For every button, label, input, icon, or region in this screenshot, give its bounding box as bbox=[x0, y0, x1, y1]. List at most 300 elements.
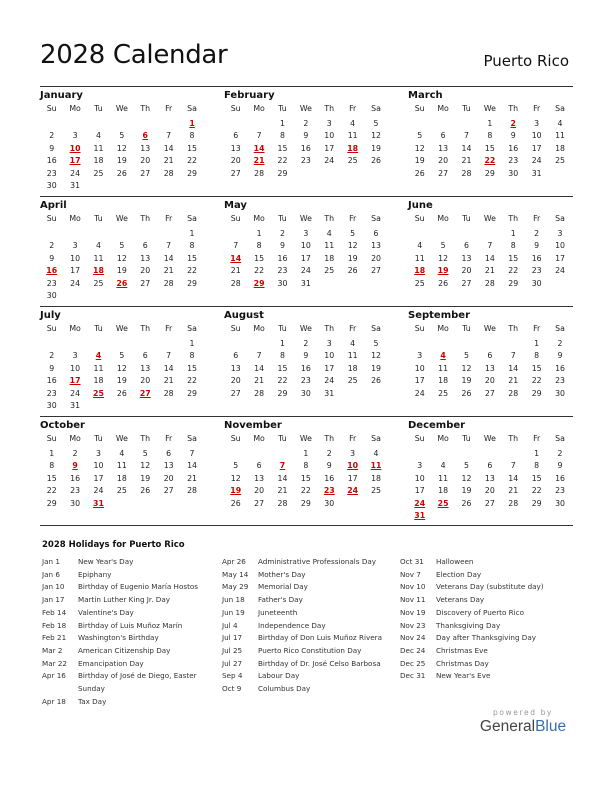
weekday-label: Sa bbox=[371, 214, 381, 223]
day-cell: 2 bbox=[49, 131, 55, 141]
holiday-name: Puerto Rico Constitution Day bbox=[258, 645, 362, 655]
month-weeks bbox=[40, 338, 204, 412]
day-cell: 7 bbox=[166, 241, 172, 251]
weekday-header bbox=[224, 213, 388, 225]
day-cell: 4 bbox=[326, 229, 332, 238]
day-cell: 21 bbox=[254, 376, 265, 386]
holiday-item bbox=[400, 581, 580, 594]
month-name: June bbox=[408, 200, 433, 211]
week-row bbox=[40, 130, 204, 142]
day-cell: 17 bbox=[414, 376, 425, 386]
day-cell: 27 bbox=[140, 168, 151, 178]
day-cell: 20 bbox=[484, 376, 495, 386]
empty-day bbox=[134, 338, 157, 350]
day-cell: 21 bbox=[163, 156, 174, 166]
holiday-date: Mar 2 bbox=[42, 645, 63, 655]
day-cell: 7 bbox=[487, 241, 493, 251]
day-cell: 4 bbox=[350, 339, 356, 348]
holiday-item bbox=[222, 620, 400, 633]
weekday-label: Mo bbox=[69, 214, 81, 223]
empty-day bbox=[478, 228, 501, 240]
holiday-name: Day after Thanksgiving Day bbox=[436, 633, 536, 643]
day-cell: 18 bbox=[116, 473, 127, 483]
day-cell: 28 bbox=[254, 388, 265, 398]
week-row bbox=[224, 228, 388, 240]
day-cell: 19 bbox=[116, 156, 127, 166]
weekday-label: Fr bbox=[533, 324, 541, 333]
day-cell: 26 bbox=[438, 278, 449, 288]
day-cell: 26 bbox=[116, 168, 127, 178]
empty-day bbox=[478, 448, 501, 460]
day-cell: 12 bbox=[414, 143, 425, 153]
day-cell: 14 bbox=[163, 363, 174, 373]
week-row bbox=[408, 240, 573, 252]
holiday-name: Mother's Day bbox=[258, 569, 306, 579]
day-cell: 31 bbox=[531, 168, 542, 178]
holiday-date: Jul 27 bbox=[222, 658, 243, 668]
holiday-item bbox=[42, 632, 222, 645]
day-cell: 4 bbox=[119, 449, 125, 458]
weekday-label: Su bbox=[414, 324, 425, 333]
day-cell: 28 bbox=[277, 498, 288, 508]
empty-day bbox=[157, 400, 180, 412]
holiday-date: Dec 25 bbox=[400, 658, 426, 668]
holiday-item bbox=[222, 569, 400, 582]
day-cell: 18 bbox=[438, 376, 449, 386]
generalblue-logo[interactable] bbox=[473, 708, 573, 736]
day-cell: 29 bbox=[484, 168, 495, 178]
holiday-date: Jul 17 bbox=[222, 633, 243, 643]
empty-day bbox=[157, 338, 180, 350]
day-cell: 5 bbox=[142, 449, 148, 458]
day-cell: 21 bbox=[461, 156, 472, 166]
day-cell: 29 bbox=[531, 498, 542, 508]
empty-day bbox=[63, 338, 86, 350]
weekday-label: Th bbox=[508, 324, 519, 333]
holiday-name: Columbus Day bbox=[258, 684, 311, 694]
empty-day bbox=[408, 338, 431, 350]
holiday-item bbox=[222, 607, 400, 620]
holiday-item bbox=[400, 556, 580, 569]
empty-day bbox=[63, 228, 86, 240]
day-cell: 1 bbox=[256, 229, 262, 238]
day-cell: 2 bbox=[279, 229, 285, 238]
day-cell: 21 bbox=[163, 376, 174, 386]
empty-day bbox=[87, 180, 110, 192]
empty-day bbox=[157, 498, 180, 510]
day-cell: 8 bbox=[279, 351, 285, 361]
week-row bbox=[40, 338, 204, 350]
weekday-label: Th bbox=[140, 104, 151, 113]
holiday-day: 31 bbox=[93, 498, 104, 508]
day-cell: 29 bbox=[187, 388, 197, 398]
holiday-day: 24 bbox=[347, 486, 359, 496]
empty-day bbox=[224, 448, 247, 460]
day-cell: 10 bbox=[300, 241, 311, 251]
day-cell: 14 bbox=[484, 253, 495, 263]
day-cell: 15 bbox=[187, 253, 197, 263]
weekday-label: Su bbox=[414, 104, 425, 113]
weekday-label: Sa bbox=[187, 214, 197, 223]
day-cell: 13 bbox=[254, 473, 265, 483]
empty-day bbox=[455, 118, 478, 130]
day-cell: 26 bbox=[230, 498, 241, 508]
holiday-item bbox=[42, 670, 222, 695]
day-cell: 3 bbox=[417, 351, 423, 361]
day-cell: 26 bbox=[461, 498, 472, 508]
day-cell: 3 bbox=[303, 229, 309, 238]
day-cell: 25 bbox=[371, 486, 381, 496]
day-cell: 24 bbox=[531, 156, 542, 166]
day-cell: 13 bbox=[230, 363, 241, 373]
holiday-column bbox=[222, 556, 400, 708]
day-cell: 10 bbox=[324, 131, 335, 141]
empty-day bbox=[548, 510, 571, 522]
holiday-date: Apr 18 bbox=[42, 696, 66, 706]
holiday-item bbox=[400, 607, 580, 620]
holiday-name: Martin Luther King Jr. Day bbox=[78, 595, 170, 605]
weekday-label: We bbox=[299, 104, 312, 113]
weekday-label: We bbox=[115, 214, 128, 223]
weekday-header bbox=[224, 433, 388, 445]
day-cell: 3 bbox=[326, 339, 332, 348]
holiday-day: 31 bbox=[414, 510, 426, 520]
month-name: March bbox=[408, 90, 443, 101]
week-row bbox=[408, 265, 573, 277]
weekday-label: Fr bbox=[349, 434, 357, 443]
weekday-label: We bbox=[299, 324, 312, 333]
holiday-item bbox=[222, 645, 400, 658]
weekday-label: Su bbox=[230, 214, 241, 223]
day-cell: 19 bbox=[116, 266, 127, 276]
day-cell: 4 bbox=[557, 119, 563, 128]
holiday-name: Juneteenth bbox=[258, 607, 298, 617]
holiday-day: 21 bbox=[253, 156, 265, 166]
day-cell: 30 bbox=[46, 180, 57, 190]
day-cell: 14 bbox=[277, 473, 288, 483]
weekday-label: Fr bbox=[349, 214, 357, 223]
day-cell: 16 bbox=[555, 473, 565, 483]
day-cell: 11 bbox=[93, 253, 104, 263]
day-cell: 8 bbox=[279, 131, 285, 141]
day-cell: 16 bbox=[531, 253, 542, 263]
day-cell: 25 bbox=[347, 376, 358, 386]
holiday-day: 18 bbox=[347, 143, 359, 153]
day-cell: 21 bbox=[163, 266, 174, 276]
month-june bbox=[408, 197, 573, 306]
day-cell: 3 bbox=[95, 449, 101, 458]
day-cell: 14 bbox=[508, 363, 519, 373]
holiday-date: Jul 4 bbox=[222, 620, 238, 630]
day-cell: 25 bbox=[347, 156, 358, 166]
day-cell: 24 bbox=[70, 388, 81, 398]
day-cell: 23 bbox=[555, 486, 565, 496]
day-cell: 10 bbox=[93, 461, 104, 471]
day-cell: 3 bbox=[350, 449, 356, 458]
day-cell: 14 bbox=[163, 253, 174, 263]
week-row bbox=[224, 240, 388, 252]
weekday-label: Fr bbox=[533, 104, 541, 113]
holiday-day: 26 bbox=[116, 278, 128, 288]
empty-day bbox=[478, 510, 501, 522]
day-cell: 20 bbox=[230, 376, 241, 386]
empty-day bbox=[40, 228, 63, 240]
day-cell: 12 bbox=[371, 351, 381, 361]
holiday-name: Thanksgiving Day bbox=[436, 620, 501, 630]
day-cell: 7 bbox=[510, 351, 516, 361]
weekday-label: Su bbox=[230, 434, 241, 443]
holiday-date: Nov 19 bbox=[400, 607, 426, 617]
week-row bbox=[408, 510, 573, 522]
weekday-label: Sa bbox=[371, 434, 381, 443]
week-row bbox=[40, 460, 204, 472]
day-cell: 7 bbox=[256, 131, 262, 141]
holiday-name: Emancipation Day bbox=[78, 658, 144, 668]
holiday-date: Jan 6 bbox=[42, 569, 60, 579]
weekday-label: Fr bbox=[165, 434, 173, 443]
day-cell: 8 bbox=[534, 351, 540, 361]
empty-day bbox=[318, 168, 341, 180]
empty-day bbox=[364, 388, 387, 400]
month-march bbox=[408, 87, 573, 196]
month-weeks bbox=[40, 228, 204, 302]
day-cell: 29 bbox=[531, 388, 542, 398]
month-may bbox=[224, 197, 388, 306]
weekday-label: Mo bbox=[253, 214, 265, 223]
day-cell: 24 bbox=[324, 376, 335, 386]
empty-day bbox=[134, 228, 157, 240]
weekday-label: Tu bbox=[278, 214, 287, 223]
day-cell: 2 bbox=[326, 449, 332, 458]
day-cell: 27 bbox=[254, 498, 265, 508]
holiday-date: Oct 31 bbox=[400, 557, 424, 566]
day-cell: 23 bbox=[46, 278, 57, 288]
weekday-label: Tu bbox=[462, 324, 471, 333]
day-cell: 14 bbox=[508, 473, 519, 483]
week-row bbox=[408, 228, 573, 240]
day-cell: 29 bbox=[277, 168, 288, 178]
week-row bbox=[224, 498, 388, 510]
weekday-label: Fr bbox=[165, 104, 173, 113]
week-row bbox=[224, 375, 388, 387]
holiday-date: Mar 22 bbox=[42, 658, 67, 668]
weekday-label: We bbox=[483, 324, 496, 333]
week-row bbox=[40, 473, 204, 485]
weekday-label: Tu bbox=[94, 104, 103, 113]
day-cell: 8 bbox=[189, 241, 195, 251]
weekday-label: Sa bbox=[371, 104, 381, 113]
day-cell: 16 bbox=[277, 253, 288, 263]
holiday-date: Apr 26 bbox=[222, 557, 246, 566]
month-name: April bbox=[40, 200, 67, 211]
holiday-day: 2 bbox=[510, 119, 516, 128]
month-name: August bbox=[224, 310, 264, 321]
weekday-label: Mo bbox=[437, 214, 449, 223]
weekday-label: Th bbox=[324, 104, 335, 113]
holiday-date: Feb 18 bbox=[42, 620, 67, 630]
weekday-label: Tu bbox=[94, 214, 103, 223]
day-cell: 31 bbox=[300, 278, 311, 288]
weekday-label: Su bbox=[46, 214, 57, 223]
weekday-label: Tu bbox=[462, 434, 471, 443]
weekday-header bbox=[408, 103, 573, 115]
day-cell: 20 bbox=[461, 266, 472, 276]
day-cell: 30 bbox=[277, 278, 288, 288]
weekday-label: Su bbox=[46, 104, 57, 113]
day-cell: 16 bbox=[300, 143, 311, 153]
holiday-day: 25 bbox=[437, 498, 449, 508]
day-cell: 2 bbox=[534, 229, 540, 238]
holiday-date: Jun 19 bbox=[222, 607, 245, 617]
day-cell: 18 bbox=[93, 376, 104, 386]
month-name: December bbox=[408, 420, 466, 431]
day-cell: 8 bbox=[510, 241, 516, 251]
day-cell: 14 bbox=[461, 143, 472, 153]
empty-day bbox=[431, 228, 454, 240]
holiday-item bbox=[222, 581, 400, 594]
weekday-label: Th bbox=[324, 434, 335, 443]
day-cell: 28 bbox=[230, 278, 241, 288]
day-cell: 28 bbox=[187, 486, 197, 496]
day-cell: 16 bbox=[324, 473, 335, 483]
day-cell: 1 bbox=[189, 229, 195, 238]
day-cell: 30 bbox=[46, 290, 57, 300]
day-cell: 13 bbox=[140, 253, 151, 263]
empty-day bbox=[364, 498, 387, 510]
day-cell: 30 bbox=[300, 388, 311, 398]
empty-day bbox=[431, 448, 454, 460]
month-october bbox=[40, 417, 204, 525]
holiday-name: Labour Day bbox=[258, 671, 300, 681]
holiday-date: Apr 16 bbox=[42, 671, 66, 681]
week-row bbox=[408, 338, 573, 350]
month-name: January bbox=[40, 90, 83, 101]
day-cell: 11 bbox=[93, 363, 104, 373]
day-cell: 8 bbox=[189, 131, 195, 141]
holiday-date: Dec 24 bbox=[400, 645, 426, 655]
day-cell: 18 bbox=[371, 473, 381, 483]
holiday-date: Nov 11 bbox=[400, 595, 426, 605]
day-cell: 18 bbox=[347, 363, 358, 373]
empty-day bbox=[224, 338, 247, 350]
day-cell: 16 bbox=[70, 473, 81, 483]
day-cell: 26 bbox=[371, 376, 381, 386]
weekday-label: Sa bbox=[187, 434, 197, 443]
holiday-item bbox=[400, 670, 580, 683]
weekday-label: Fr bbox=[165, 214, 173, 223]
day-cell: 6 bbox=[233, 351, 239, 361]
brand-blue: Blue bbox=[535, 718, 567, 735]
empty-day bbox=[134, 400, 157, 412]
holiday-day: 14 bbox=[230, 253, 242, 263]
day-cell: 1 bbox=[534, 449, 540, 458]
holiday-name: Tax Day bbox=[78, 696, 107, 706]
month-row bbox=[40, 196, 573, 306]
month-weeks bbox=[224, 118, 388, 180]
day-cell: 7 bbox=[256, 351, 262, 361]
day-cell: 1 bbox=[279, 339, 285, 348]
empty-day bbox=[180, 498, 203, 510]
month-november bbox=[224, 417, 388, 525]
week-row bbox=[224, 278, 388, 290]
day-cell: 24 bbox=[300, 266, 311, 276]
day-cell: 9 bbox=[326, 461, 332, 471]
empty-day bbox=[271, 448, 294, 460]
day-cell: 23 bbox=[70, 486, 81, 496]
day-cell: 19 bbox=[371, 363, 381, 373]
empty-day bbox=[455, 338, 478, 350]
day-cell: 10 bbox=[70, 253, 81, 263]
week-row bbox=[40, 155, 204, 167]
week-row bbox=[408, 118, 573, 130]
weekday-label: Tu bbox=[462, 104, 471, 113]
weekday-label: Th bbox=[508, 434, 519, 443]
holiday-day: 1 bbox=[189, 119, 195, 128]
day-cell: 19 bbox=[140, 473, 151, 483]
empty-day bbox=[157, 118, 180, 130]
week-row bbox=[40, 278, 204, 290]
month-february bbox=[224, 87, 388, 196]
weekday-header bbox=[224, 103, 388, 115]
day-cell: 8 bbox=[487, 131, 493, 141]
day-cell: 18 bbox=[555, 143, 565, 153]
day-cell: 11 bbox=[347, 351, 358, 361]
day-cell: 28 bbox=[508, 498, 519, 508]
empty-day bbox=[294, 168, 317, 180]
empty-day bbox=[110, 228, 133, 240]
day-cell: 22 bbox=[254, 266, 265, 276]
holiday-item bbox=[222, 632, 400, 645]
day-cell: 12 bbox=[371, 131, 381, 141]
day-cell: 25 bbox=[116, 486, 127, 496]
day-cell: 27 bbox=[484, 388, 495, 398]
week-row bbox=[40, 143, 204, 155]
day-cell: 13 bbox=[163, 461, 174, 471]
day-cell: 28 bbox=[508, 388, 519, 398]
holiday-item bbox=[42, 620, 222, 633]
holiday-day: 18 bbox=[414, 266, 426, 276]
month-weeks bbox=[224, 228, 388, 290]
day-cell: 5 bbox=[119, 351, 125, 361]
day-cell: 13 bbox=[484, 363, 495, 373]
day-cell: 12 bbox=[116, 253, 127, 263]
month-weeks bbox=[408, 228, 573, 290]
day-cell: 19 bbox=[461, 376, 472, 386]
weekday-label: We bbox=[115, 434, 128, 443]
weekday-label: Sa bbox=[187, 324, 197, 333]
day-cell: 2 bbox=[303, 119, 309, 128]
empty-day bbox=[157, 180, 180, 192]
holiday-item bbox=[222, 670, 400, 683]
day-cell: 5 bbox=[463, 351, 469, 361]
day-cell: 24 bbox=[555, 266, 565, 276]
day-cell: 11 bbox=[438, 363, 449, 373]
weekday-label: We bbox=[483, 434, 496, 443]
weekday-label: Su bbox=[414, 214, 425, 223]
empty-day bbox=[431, 338, 454, 350]
holiday-day: 23 bbox=[323, 486, 335, 496]
holiday-day: 6 bbox=[142, 131, 148, 141]
weekday-header bbox=[40, 213, 204, 225]
empty-day bbox=[110, 290, 133, 302]
day-cell: 10 bbox=[531, 131, 542, 141]
day-cell: 10 bbox=[324, 351, 335, 361]
holiday-day: 17 bbox=[69, 156, 81, 166]
holiday-item bbox=[222, 594, 400, 607]
day-cell: 8 bbox=[534, 461, 540, 471]
empty-day bbox=[455, 510, 478, 522]
week-row bbox=[408, 485, 573, 497]
